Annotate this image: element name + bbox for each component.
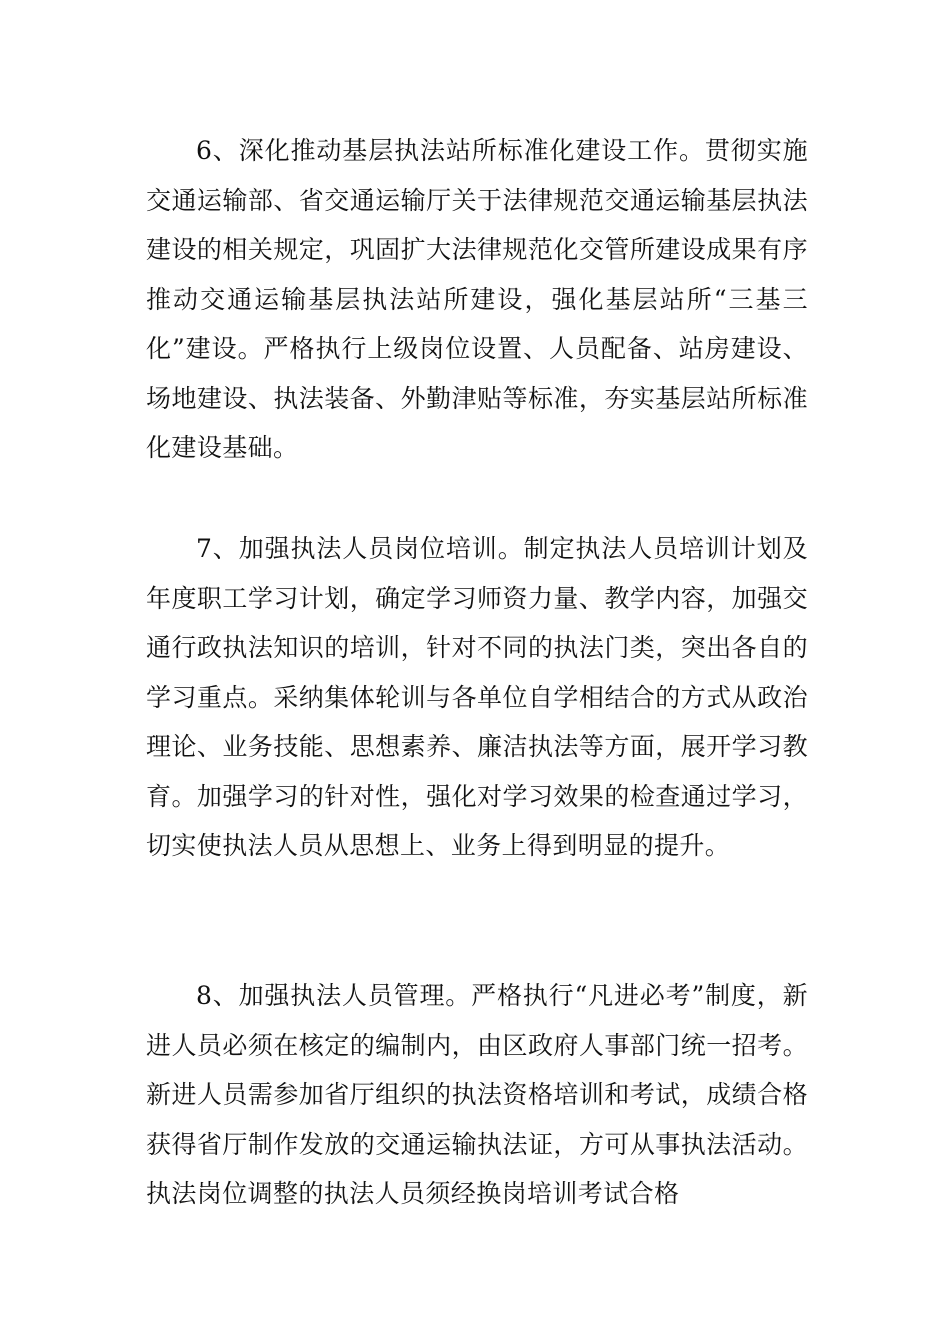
paragraph-item-6: 6、深化推动基层执法站所标准化建设工作。贯彻实施交通运输部、省交通运输厅关于法律规范交通运输基层执法建设的相关规定，巩固扩大法律规范化交管所建设成果有序推动交通运输基层执法站所建设，强化基层站所“三基三化”建设。严格执行上级岗位设置、人员配备、站房建设、场地建设、执法装备、外勤津贴等标准，夯实基层站所标准化建设基础。 bbox=[146, 136, 808, 462]
paragraph-item-7: 7、加强执法人员岗位培训。制定执法人员培训计划及年度职工学习计划，确定学习师资力量、教学内容，加强交通行政执法知识的培训，针对不同的执法门类，突出各自的学习重点。采纳集体轮训与各单位自学相结合的方式从政治理论、业务技能、思想素养、廉洁执法等方面，展开学习教育。加强学习的针对性，强化对学习效果的检查通过学习，切实使执法人员从思想上、业务上得到明显的提升。 bbox=[146, 534, 808, 860]
paragraph-item-8: 8、加强执法人员管理。严格执行“凡进必考”制度，新进人员必须在核定的编制内，由区政府人事部门统一招考。新进人员需参加省厅组织的执法资格培训和考试，成绩合格获得省厅制作发放的交通运输执法证，方可从事执法活动。执法岗位调整的执法人员须经换岗培训考试合格 bbox=[146, 981, 808, 1208]
